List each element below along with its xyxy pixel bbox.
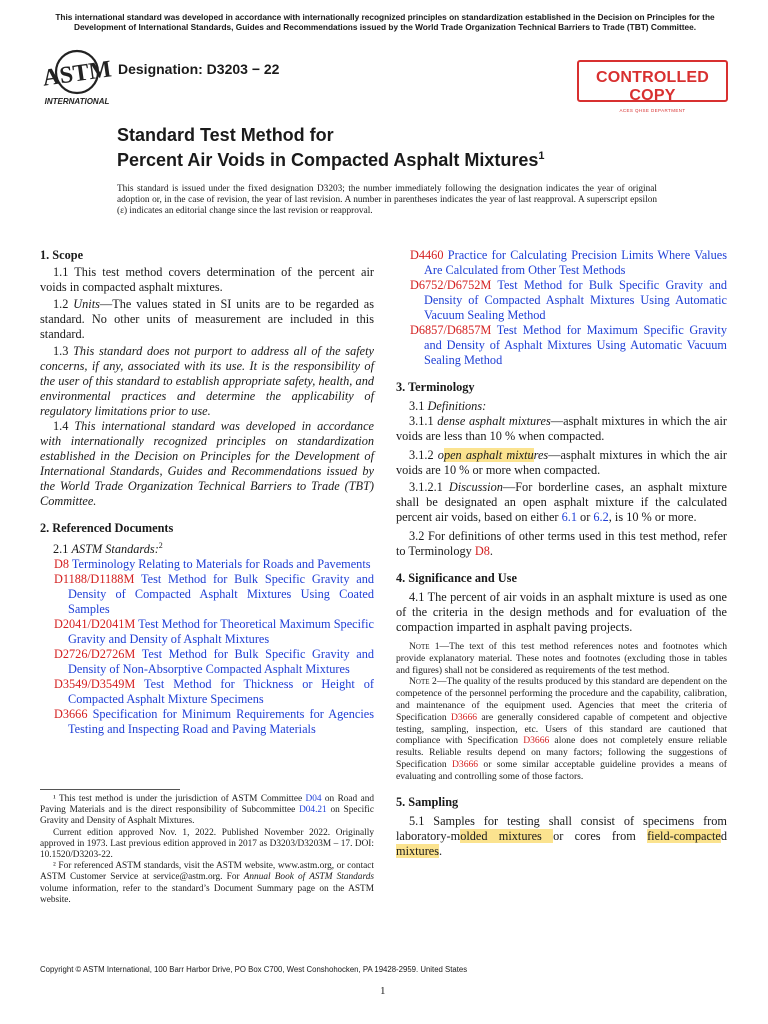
para-1-4 (40, 419, 374, 509)
ref-item (40, 677, 374, 707)
term-dense-asphalt: dense asphalt mixtures (437, 414, 551, 428)
logo-letters: ASTM (42, 56, 112, 92)
title-line-2-text: Percent Air Voids in Compacted Asphalt Mixtures (117, 150, 539, 170)
ref-code-link[interactable]: D2726/D2726M (54, 647, 136, 662)
discussion-text: , is 10 % or more. (608, 510, 697, 524)
para-1-3-em: This standard does not purport to address all of the safety concerns, if any, associated with its use. It is the responsibility of the user of this standard to establish appropriate safety, health, and environmental practices and determine the applicability of regulatory limitations prior to use. (40, 344, 374, 418)
terminology-d8-link[interactable]: D8 (474, 544, 490, 558)
ref-item (40, 617, 374, 647)
ref-title-link[interactable]: Specification for Minimum Requirements for Agencies Testing and Inspecting Road and Paving Materials (68, 707, 375, 737)
para-1-4-em: This international standard was developed in accordance with internationally recognized principles on standardization established in the Decision on Principles for the Development of International Standards, Guides and Recommendations issued by the World Trade Organization Technical Barriers to Trade (TBT) Committee. (40, 419, 374, 508)
para-4-1: 4.1 The percent of air voids in an asphalt mixture is used as one of the criteria in the design methods and for evaluation of the compaction imparted in asphalt paving projects. (396, 590, 727, 634)
ref-title-link[interactable]: Test Method for Bulk Specific Gravity and Density of Compacted Asphalt Mixtures Using Coated Samples (68, 572, 375, 617)
para-num: 3.1.1 (409, 414, 434, 428)
note-label: Note 2 (409, 676, 437, 688)
footnotes (40, 794, 374, 906)
term-part: res (533, 448, 549, 462)
note-1 (396, 641, 727, 676)
para-2-1-em: ASTM Standards: (71, 542, 159, 557)
para-num: 1.4 (53, 419, 69, 433)
ref-item (40, 572, 374, 617)
note-text: —The text of this test method references notes and footnotes which provide explanatory material. These notes and footnotes (excluding those in tables and figures) shall not be considered as requirements of the test method. (396, 641, 727, 676)
para-3-1-2 (396, 448, 727, 478)
para-num: 1.2 (53, 297, 69, 311)
controlled-copy-stamp (577, 60, 728, 113)
ref-title-link[interactable]: Test Method for Bulk Specific Gravity and Density of Compacted Asphalt Mixtures Using Automatic Vacuum Sealing Method (424, 278, 728, 322)
note-text: —The quality of the results produced by this standard are dependent on the competence of the personnel performing the procedure and the capability, calibration, and maintenance of the equipment used. Agencies that meet the criteria of Specification (396, 676, 727, 723)
spec-d3666-link[interactable]: D3666 (451, 758, 479, 770)
para-2-1 (40, 538, 374, 557)
ref-code-link[interactable]: D8 (54, 557, 70, 572)
term-part: o (437, 448, 444, 462)
footnote-text: on Road and Paving Materials and is the direct responsibility of Subcommittee (40, 794, 374, 816)
note-label: Note 1 (409, 641, 440, 652)
discussion-label: Discussion (448, 480, 503, 494)
highlighted-text: olded mixtures (460, 828, 554, 843)
footnote-marker: 2 (158, 541, 163, 550)
term-open-asphalt (438, 448, 548, 462)
ref-code-link[interactable]: D1188/D1188M (54, 572, 135, 587)
footnote-em: Annual Book of ASTM Standards (243, 872, 374, 883)
ref-item (396, 323, 727, 368)
committee-link[interactable]: D04 (305, 794, 322, 804)
para-3-1-em: Definitions: (427, 399, 487, 413)
scope-heading: 1. Scope (40, 248, 84, 262)
ref-item (396, 248, 727, 278)
ref-code-link[interactable]: D2041/D2041M (54, 617, 136, 632)
para-text: 5.1 Samples for testing shall consist of specimens from laboratory-m (396, 813, 727, 843)
ref-item (40, 647, 374, 677)
para-3-2 (396, 529, 727, 559)
footnote-1 (40, 794, 374, 828)
note-text: are generally considered capable of competent and objective testing, sampling, inspection, etc. Users of this standard are cautioned that compliance with Specification (396, 711, 727, 747)
left-column (40, 248, 374, 737)
page-number: 1 (380, 985, 386, 997)
stamp-subtitle: ACES QHSE DEPARTMENT (619, 108, 686, 113)
ref-title-link[interactable]: Test Method for Maximum Specific Gravity and Density of Asphalt Mixtures Using Automatic Vacuum Sealing Method (424, 323, 727, 367)
footnote-divider (40, 789, 180, 790)
ref-title-link[interactable]: Terminology Relating to Materials for Roads and Pavements (71, 557, 371, 572)
ref-code-link[interactable]: D3666 (54, 707, 88, 722)
para-num: 3.1 (409, 399, 425, 413)
para-text: or cores from (553, 828, 648, 843)
highlighted-text: pen asphalt mixtu (443, 448, 534, 462)
para-3-1 (396, 399, 727, 414)
astm-logo-icon (42, 48, 112, 108)
document-title (117, 125, 677, 171)
spec-d3666-link[interactable]: D3666 (523, 735, 550, 747)
para-1-3 (40, 344, 374, 419)
significance-heading: 4. Significance and Use (396, 571, 517, 585)
copyright-line: Copyright © ASTM International, 100 Barr Harbor Drive, PO Box C700, West Conshohocken, PA 19428-2959. United States (40, 965, 468, 974)
para-num: 2.1 (53, 542, 69, 557)
para-num: 3.1.2.1 (409, 480, 443, 494)
ref-code-link[interactable]: D6752/D6752M (410, 278, 492, 292)
note-2 (396, 676, 727, 782)
ref-title-link[interactable]: Test Method for Thickness or Height of Compacted Asphalt Mixture Specimens (68, 677, 374, 707)
note-text: alone does not completely ensure reliable results. Reliable results depend on many factors; following the suggestions of Specification (396, 735, 727, 770)
para-3-1-2-1 (396, 480, 727, 525)
para-1-2 (40, 297, 374, 342)
highlighted-text: field-compacte (647, 828, 721, 843)
discussion-text: —For borderline cases, an asphalt mixture shall be designated an open asphalt mixture if the calculated percent air voids, based on either (396, 480, 727, 524)
para-1-2-rest: —The values stated in SI units are to be regarded as standard. No other units of measurement are included in this standard. (40, 297, 374, 341)
ref-title-link[interactable]: Test Method for Theoretical Maximum Specific Gravity and Density of Asphalt Mixtures (68, 617, 375, 647)
referenced-documents-heading: 2. Referenced Documents (40, 521, 174, 535)
para-1-1: 1.1 This test method covers determination of the percent air voids in compacted asphalt mixtures. (40, 265, 374, 294)
footnote-text: ² For referenced ASTM standards, visit the ASTM website, www.astm.org, or contact ASTM Customer Service at service@astm.org. For (40, 861, 374, 883)
ref-code-link[interactable]: D3549/D3549M (54, 677, 136, 692)
title-footnote-marker: 1 (538, 150, 545, 162)
para-3-1-1 (396, 414, 727, 444)
preamble: This standard is issued under the fixed designation D3203; the number immediately following the designation indicates the year of original adoption or, in the case of revision, the year of last revision. A number in parentheses indicates the year of last reapproval. A superscript epsilon (ε) indicates an editorial change since the last revision or reapproval. (117, 184, 657, 217)
section-6-1-link[interactable]: 6.1 (561, 510, 577, 524)
international-standard-notice: This international standard was developed in accordance with internationally recognized principles on standardization established in the Decision on Principles for the Development of International Standards, Guides and Recommendations issued by the World Trade Organization Technical Barriers to Trade (TBT) Committee. (55, 12, 715, 33)
section-6-2-link[interactable]: 6.2 (593, 510, 609, 524)
logo-caption: INTERNATIONAL (44, 97, 110, 106)
ref-code-link[interactable]: D4460 (410, 248, 444, 262)
designation: Designation: D3203 − 22 (118, 61, 280, 77)
ref-item (40, 557, 374, 572)
footnote-2 (40, 861, 374, 906)
terminology-heading: 3. Terminology (396, 380, 475, 394)
para-text: d (720, 828, 727, 843)
ref-title-link[interactable]: Practice for Calculating Precision Limits Where Values Are Calculated from Other Test Methods (424, 248, 727, 277)
highlighted-text: mixtures (396, 843, 440, 858)
stamp-title: CONTROLLED COPY (595, 69, 710, 104)
definition-text: —asphalt mixtures in which the air voids are less than 10 % when compacted. (396, 414, 727, 443)
para-num: 1.3 (53, 344, 69, 358)
footnote-text: on Specific Gravity and Density of Asphalt Mixtures. (40, 805, 374, 827)
para-text: 3.2 For definitions of other terms used in this test method, refer to Terminology (396, 529, 727, 558)
right-column (396, 248, 727, 859)
ref-item (40, 707, 374, 737)
footnote-1-edition: Current edition approved Nov. 1, 2022. Published November 2022. Originally approved in 1973. Last previous edition approved in 2017 as D3203/D3203M – 17. DOI: 10.1520/D3203-22. (40, 827, 374, 861)
definition-text: —asphalt mixtures in which the air voids are 10 % or more when compacted. (396, 448, 727, 477)
para-1-2-em: Units (73, 297, 100, 311)
para-5-1 (396, 814, 727, 859)
spec-d3666-link[interactable]: D3666 (450, 711, 478, 723)
note-text: or some similar acceptable guideline provides a means of evaluating and controlling some of those factors. (396, 758, 728, 782)
ref-code-link[interactable]: D6857/D6857M (410, 323, 492, 337)
footnote-text: ¹ This test method is under the jurisdiction of ASTM Committee (53, 794, 306, 804)
footnote-text: volume information, refer to the standard’s Document Summary page on the ASTM website. (40, 883, 374, 905)
para-num: 3.1.2 (409, 448, 434, 462)
para-text: . (439, 843, 443, 858)
para-text: . (489, 544, 493, 558)
discussion-text: or (576, 510, 594, 524)
sampling-heading: 5. Sampling (396, 794, 459, 809)
ref-item (396, 278, 727, 323)
ref-title-link[interactable]: Test Method for Bulk Specific Gravity and Density of Non-Absorptive Compacted Asphalt Mixtures (68, 647, 374, 677)
subcommittee-link[interactable]: D04.21 (299, 805, 327, 816)
title-line-1: Standard Test Method for (117, 125, 334, 145)
title-line-2 (117, 146, 677, 171)
